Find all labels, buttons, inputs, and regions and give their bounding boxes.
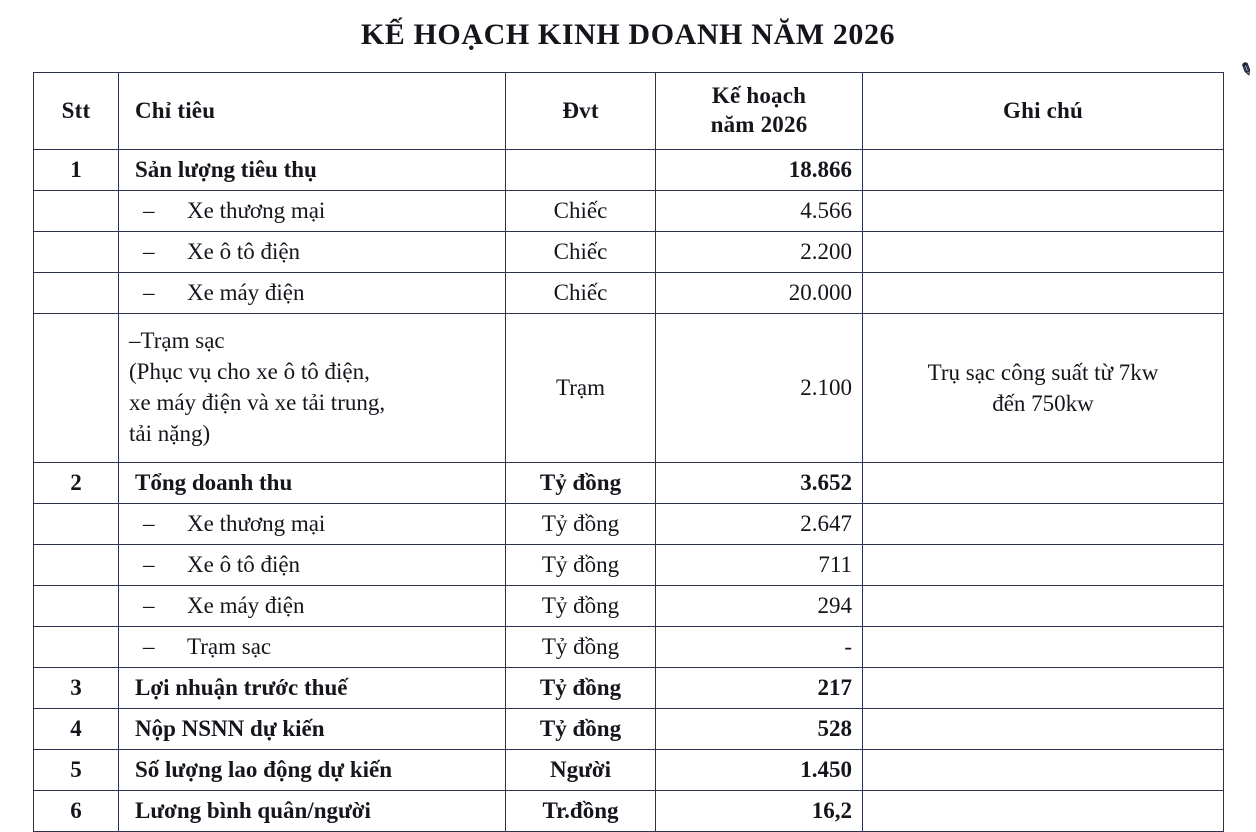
table-row <box>34 750 1224 791</box>
sub-item-text: Xe ô tô điện <box>187 551 301 577</box>
table-body <box>34 150 1224 832</box>
table-row <box>34 709 1224 750</box>
table-header-row <box>34 73 1224 150</box>
cell-unit: Tỷ đồng <box>506 504 656 545</box>
cell-indicator-line: xe máy điện và xe tải trung, <box>129 390 386 415</box>
sub-item-text: Trạm sạc <box>187 633 272 659</box>
sub-item-dash-icon: – <box>143 238 155 264</box>
sub-item-dash-icon: – <box>143 592 155 618</box>
business-plan-table-container <box>33 72 1223 832</box>
cell-indicator <box>119 504 506 545</box>
cell-indicator <box>119 314 506 463</box>
sub-item-label <box>129 592 495 621</box>
cell-indicator-line: tải nặng) <box>129 420 211 446</box>
cell-plan-value: 217 <box>656 668 863 709</box>
cell-indicator <box>119 545 506 586</box>
sub-item-dash-icon: – <box>143 633 155 659</box>
column-header-stt: Stt <box>34 73 119 150</box>
cell-unit: Tỷ đồng <box>506 668 656 709</box>
cell-plan-value: 1.450 <box>656 750 863 791</box>
cell-indicator: Lương bình quân/người <box>119 791 506 832</box>
cell-unit: Trạm <box>506 314 656 463</box>
sub-item-label <box>129 238 495 267</box>
cell-plan-value: 3.652 <box>656 463 863 504</box>
cell-plan-value: 711 <box>656 545 863 586</box>
cell-stt <box>34 191 119 232</box>
sub-item-label <box>129 510 495 539</box>
cell-unit: Tỷ đồng <box>506 545 656 586</box>
sub-item-text: Xe thương mại <box>187 510 326 536</box>
cell-plan-value: 16,2 <box>656 791 863 832</box>
table-row <box>34 586 1224 627</box>
sub-item-text: Xe ô tô điện <box>187 238 301 264</box>
table-row <box>34 627 1224 668</box>
table-row <box>34 273 1224 314</box>
cell-unit: Chiếc <box>506 191 656 232</box>
cell-unit: Chiếc <box>506 273 656 314</box>
cell-indicator: Nộp NSNN dự kiến <box>119 709 506 750</box>
cell-stt <box>34 504 119 545</box>
cell-stt <box>34 586 119 627</box>
cell-note <box>863 545 1224 586</box>
cell-note-line: đến 750kw <box>992 391 1094 416</box>
sub-item-label <box>129 551 495 580</box>
cell-stt: 1 <box>34 150 119 191</box>
table-row <box>34 463 1224 504</box>
cell-note <box>863 668 1224 709</box>
column-header-note: Ghi chú <box>863 73 1224 150</box>
cell-unit: Tỷ đồng <box>506 463 656 504</box>
cell-unit: Người <box>506 750 656 791</box>
cell-indicator <box>119 232 506 273</box>
cell-plan-value: - <box>656 627 863 668</box>
cell-indicator <box>119 586 506 627</box>
table-row <box>34 668 1224 709</box>
cell-note <box>863 504 1224 545</box>
cell-plan-value: 18.866 <box>656 150 863 191</box>
table-row <box>34 232 1224 273</box>
cell-indicator-line: (Phục vụ cho xe ô tô điện, <box>129 359 370 385</box>
cell-indicator <box>119 191 506 232</box>
cell-indicator-line: –Trạm sạc <box>129 328 225 354</box>
cell-stt <box>34 627 119 668</box>
column-header-plan-line2: năm 2026 <box>710 112 808 137</box>
cell-stt: 6 <box>34 791 119 832</box>
cell-plan-value: 528 <box>656 709 863 750</box>
cell-unit: Tỷ đồng <box>506 709 656 750</box>
cell-stt <box>34 232 119 273</box>
cell-indicator: Tổng doanh thu <box>119 463 506 504</box>
cell-indicator <box>119 627 506 668</box>
cell-plan-value: 2.647 <box>656 504 863 545</box>
column-header-indicator: Chỉ tiêu <box>119 73 506 150</box>
sub-item-dash-icon: – <box>143 197 155 223</box>
cell-unit <box>506 150 656 191</box>
cell-indicator: Lợi nhuận trước thuế <box>119 668 506 709</box>
cell-note <box>863 709 1224 750</box>
cell-note <box>863 463 1224 504</box>
cell-stt <box>34 273 119 314</box>
cell-stt <box>34 314 119 463</box>
table-row <box>34 314 1224 463</box>
sub-item-dash-icon: – <box>129 328 141 354</box>
sub-item-label <box>129 197 495 226</box>
cell-note <box>863 791 1224 832</box>
cell-unit: Chiếc <box>506 232 656 273</box>
cell-note-line: Trụ sạc công suất từ 7kw <box>927 359 1159 385</box>
table-header <box>34 73 1224 150</box>
page-title: KẾ HOẠCH KINH DOANH NĂM 2026 <box>360 18 896 51</box>
sub-item-dash-icon: – <box>143 510 155 536</box>
table-row <box>34 791 1224 832</box>
sub-item-label <box>129 633 495 662</box>
cell-stt <box>34 545 119 586</box>
cell-unit: Tỷ đồng <box>506 586 656 627</box>
sub-item-dash-icon: – <box>143 279 155 305</box>
table-row <box>34 545 1224 586</box>
cell-stt: 3 <box>34 668 119 709</box>
sub-item-dash-icon: – <box>143 551 155 577</box>
cell-plan-value: 2.100 <box>656 314 863 463</box>
business-plan-table <box>33 72 1224 832</box>
column-header-plan-line1: Kế hoạch <box>711 83 807 109</box>
sub-item-text: Xe thương mại <box>187 197 326 223</box>
cell-plan-value: 2.200 <box>656 232 863 273</box>
sub-item-label <box>129 279 495 308</box>
cell-plan-value: 4.566 <box>656 191 863 232</box>
sub-item-text: Xe máy điện <box>187 279 305 305</box>
cell-note <box>863 273 1224 314</box>
sub-item-text: Xe máy điện <box>187 592 305 618</box>
table-row <box>34 504 1224 545</box>
table-row <box>34 191 1224 232</box>
cell-indicator: Sản lượng tiêu thụ <box>119 150 506 191</box>
column-header-unit: Đvt <box>506 73 656 150</box>
cell-note <box>863 191 1224 232</box>
stray-ink-mark-icon: ✎ <box>1236 59 1256 81</box>
cell-note <box>863 150 1224 191</box>
cell-note <box>863 314 1224 463</box>
cell-stt: 5 <box>34 750 119 791</box>
cell-indicator <box>119 273 506 314</box>
cell-unit: Tr.đồng <box>506 791 656 832</box>
column-header-plan <box>656 73 863 150</box>
table-row <box>34 150 1224 191</box>
cell-stt: 4 <box>34 709 119 750</box>
cell-note <box>863 586 1224 627</box>
cell-plan-value: 294 <box>656 586 863 627</box>
cell-plan-value: 20.000 <box>656 273 863 314</box>
cell-note <box>863 232 1224 273</box>
cell-note <box>863 627 1224 668</box>
cell-unit: Tỷ đồng <box>506 627 656 668</box>
cell-stt: 2 <box>34 463 119 504</box>
cell-note <box>863 750 1224 791</box>
cell-indicator: Số lượng lao động dự kiến <box>119 750 506 791</box>
